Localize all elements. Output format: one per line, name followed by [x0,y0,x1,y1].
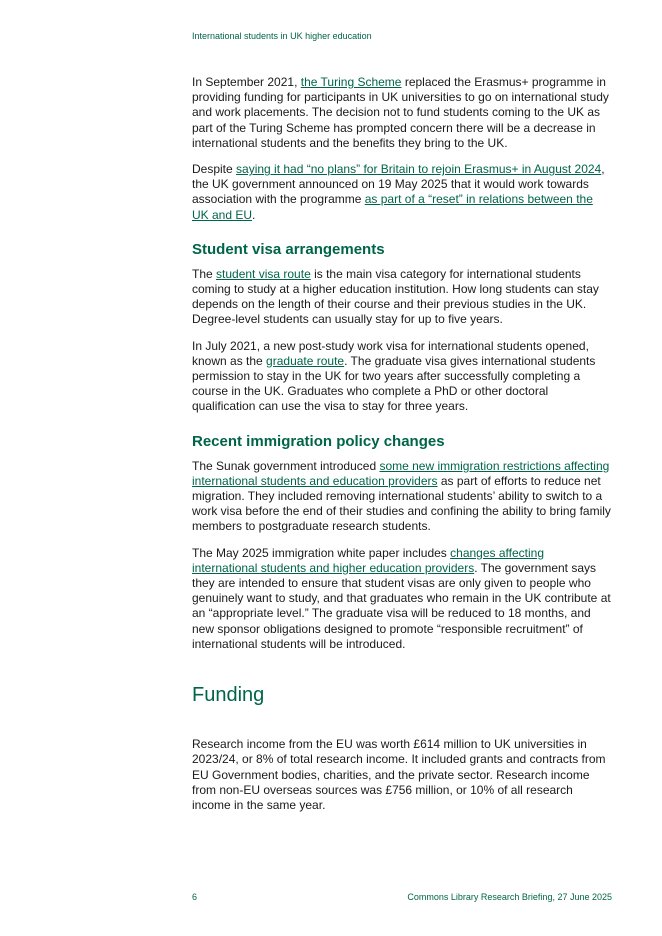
paragraph-sunak-restrictions [192,459,612,535]
text: replaced the Erasmus+ programme in providing funding for participants in UK universities to go on international study and work placements. The decision not to fund students coming to the UK as part of the Turing Scheme has prompted concern there will be a decrease in international students and the benefits they bring to the UK. [192,75,609,150]
text: . [252,207,256,222]
paragraph-turing-scheme [192,75,612,151]
text: . The government says they are intended to ensure that student visas are only given to people who genuinely want to study, and that graduates who remain in the UK contribute at an “appropriate level.” The graduate visa will be reduced to 18 months, and new sponsor obligations designed to promote “responsible recruitment” of international students will be introduced. [192,560,611,651]
footer-citation: Commons Library Research Briefing, 27 June 2025 [407,892,612,902]
paragraph-erasmus [192,162,612,223]
link-white-paper-changes[interactable]: changes affecting international students and higher education providers [192,545,544,575]
text: , the UK government announced on 19 May 2025 that it would work towards association with the programme [192,162,605,207]
heading-student-visa: Student visa arrangements [192,240,385,258]
text: as part of efforts to reduce net migration. They included removing international students’ ability to switch to a work visa before the end of their studies and confining the ability to bring family members to postgraduate research students. [192,473,611,534]
page-footer [192,892,612,902]
paragraph-research-income: Research income from the EU was worth £614 million to UK universities in 2023/24, or 8% of total research income. It included grants and contracts from EU Government bodies, charities, and the private sector. Research income from non-EU overseas sources was £756 million, or 10% of all research income in the same year. [192,737,606,812]
page-number: 6 [192,892,198,902]
text: In September 2021, [192,75,301,89]
paragraph-white-paper [192,546,612,652]
running-header: International students in UK higher education [192,31,372,41]
link-graduate-route[interactable]: graduate route [266,353,345,368]
text: . The graduate visa gives international students permission to stay in the UK for two years after successfully completing a course in the UK. Graduates who complete a PhD or other doctoral qualification can use the visa to stay for three years. [192,353,596,414]
text: In July 2021, a new post-study work visa for international students opened, known as the [192,338,589,368]
text: is the main visa category for international students coming to study at a higher education institution. How long students can stay depends on the length of their course and their previous studies in the UK. Degree-level students can usually stay for up to five years. [192,266,599,327]
link-no-plans-erasmus[interactable]: saying it had “no plans” for Britain to rejoin Erasmus+ in August 2024 [236,162,602,177]
text: The Sunak government introduced [192,458,380,473]
text: The [192,266,217,281]
link-immigration-restrictions[interactable]: some new immigration restrictions affecting international students and education providers [192,458,610,488]
text: The May 2025 immigration white paper includes [192,545,451,560]
heading-immigration-policy: Recent immigration policy changes [192,432,445,450]
paragraph-graduate-route [192,339,612,415]
link-reset-relations[interactable]: as part of a “reset” in relations between the UK and EU [192,192,593,222]
paragraph-student-visa-route [192,267,612,328]
heading-funding: Funding [192,684,265,707]
text: Despite [192,162,237,177]
page-content [192,75,612,824]
link-student-visa-route[interactable]: student visa route [216,266,311,281]
link-turing-scheme[interactable]: the Turing Scheme [300,75,402,89]
